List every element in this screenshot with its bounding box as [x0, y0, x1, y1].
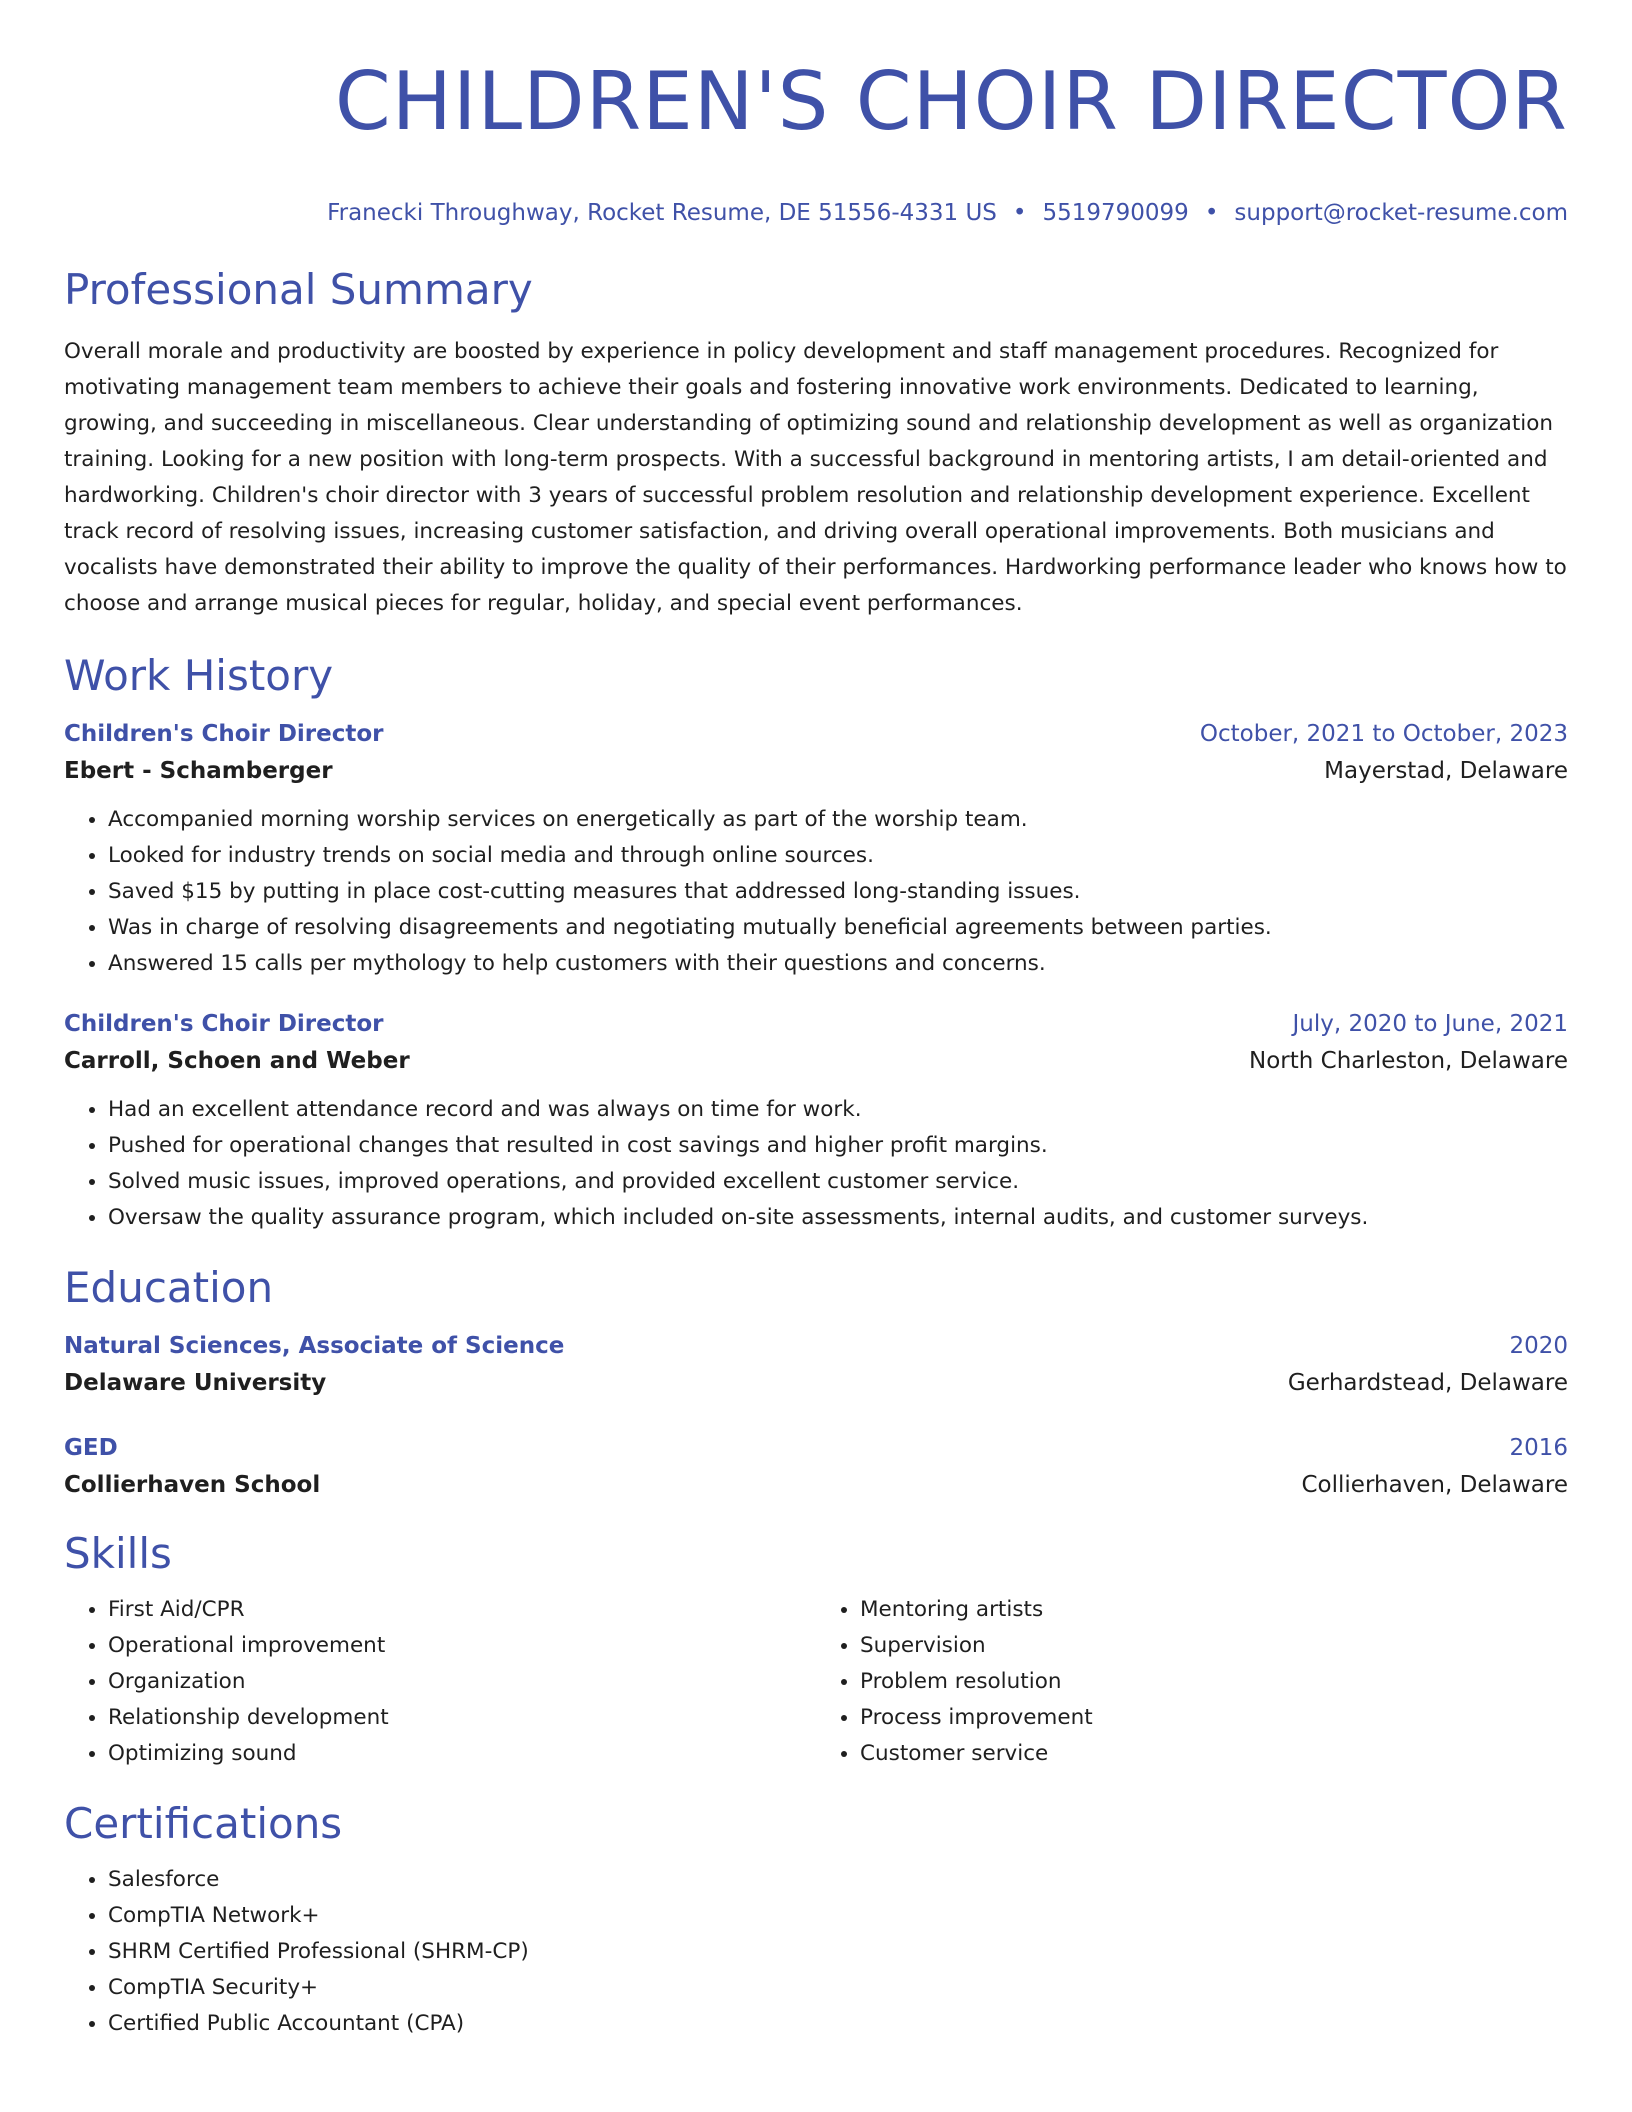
skills-section: [64, 1528, 1568, 1772]
skills-grid: [64, 1592, 1568, 1772]
certifications-list: [64, 1862, 1568, 2042]
list-item: • Optimizing sound: [108, 1736, 816, 1772]
section-title-education: Education: [64, 1263, 274, 1312]
job-location: North Charleston, Delaware: [1249, 1048, 1568, 1074]
list-item: • SHRM Certified Professional (SHRM-CP): [108, 1934, 1568, 1970]
section-title-work-history: Work History: [64, 651, 334, 700]
job-dates: October, 2021 to October, 2023: [1199, 721, 1568, 747]
school-location: Gerhardstead, Delaware: [1287, 1370, 1568, 1396]
skills-list-left: [64, 1592, 816, 1772]
summary-section: [64, 264, 1568, 622]
phone: 5519790099: [1042, 200, 1189, 226]
job-bullets: [64, 1092, 1568, 1236]
list-item: • Looked for industry trends on social media and through online sources.: [108, 838, 1568, 874]
degree: Natural Sciences, Associate of Science: [64, 1333, 565, 1359]
separator-dot: •: [1012, 200, 1027, 226]
list-item: • Organization: [108, 1664, 816, 1700]
list-item: • Customer service: [860, 1736, 1568, 1772]
list-item: • CompTIA Security+: [108, 1970, 1568, 2006]
school-name: Collierhaven School: [64, 1472, 321, 1498]
list-item: • Was in charge of resolving disagreements and negotiating mutually beneficial agreements between parties.: [108, 910, 1568, 946]
job-entry: [64, 718, 1568, 982]
job-location: Mayerstad, Delaware: [1324, 758, 1568, 784]
candidate-title: CHILDREN'S CHOIR DIRECTOR: [334, 55, 1568, 148]
list-item: • Answered 15 calls per mythology to help customers with their questions and concerns.: [108, 946, 1568, 982]
job-dates: July, 2020 to June, 2021: [1292, 1011, 1568, 1037]
separator-dot: •: [1204, 200, 1219, 226]
section-title-certifications: Certifications: [64, 1799, 343, 1848]
list-item: • Solved music issues, improved operations, and provided excellent customer service.: [108, 1164, 1568, 1200]
school-location: Collierhaven, Delaware: [1301, 1472, 1568, 1498]
list-item: • Operational improvement: [108, 1628, 816, 1664]
company-name: Carroll, Schoen and Weber: [64, 1048, 410, 1074]
job-bullets: [64, 802, 1568, 982]
certifications-section: [64, 1798, 1568, 2042]
degree: GED: [64, 1435, 118, 1461]
education-entry: [64, 1432, 1568, 1502]
list-item: • Accompanied morning worship services on energetically as part of the worship team.: [108, 802, 1568, 838]
list-item: • Mentoring artists: [860, 1592, 1568, 1628]
graduation-year: 2016: [1509, 1435, 1568, 1461]
section-title-skills: Skills: [64, 1529, 172, 1578]
list-item: • Pushed for operational changes that resulted in cost savings and higher profit margins.: [108, 1128, 1568, 1164]
skills-list-right: [816, 1592, 1568, 1772]
list-item: • Process improvement: [860, 1700, 1568, 1736]
email-link[interactable]: support@rocket-resume.com: [1234, 200, 1568, 226]
list-item: • Had an excellent attendance record and was always on time for work.: [108, 1092, 1568, 1128]
education-entry: [64, 1330, 1568, 1400]
graduation-year: 2020: [1509, 1333, 1568, 1359]
list-item: • Oversaw the quality assurance program, which included on-site assessments, internal audits, and customer surveys.: [108, 1200, 1568, 1236]
address: Franecki Throughway, Rocket Resume, DE 51556-4331 US: [327, 200, 997, 226]
company-name: Ebert - Schamberger: [64, 758, 333, 784]
list-item: • Saved $15 by putting in place cost-cutting measures that addressed long-standing issues.: [108, 874, 1568, 910]
list-item: • Relationship development: [108, 1700, 816, 1736]
school-name: Delaware University: [64, 1370, 327, 1396]
job-title: Children's Choir Director: [64, 721, 384, 747]
education-section: [64, 1262, 1568, 1502]
list-item: • Salesforce: [108, 1862, 1568, 1898]
list-item: • Certified Public Accountant (CPA): [108, 2006, 1568, 2042]
job-entry: [64, 1008, 1568, 1236]
list-item: • CompTIA Network+: [108, 1898, 1568, 1934]
contact-line: [64, 198, 1568, 228]
list-item: • Supervision: [860, 1628, 1568, 1664]
section-title-summary: Professional Summary: [64, 265, 533, 314]
summary-text: Overall morale and productivity are boosted by experience in policy development and staff management procedures. Recognized for motivating management team members to achieve their goals and fostering innovative work environments. Dedicated to learning, growing, and succeeding in miscellaneous. Clear understanding of optimizing sound and relationship development as well as organization training. Looking for a new position with long-term prospects. With a successful background in mentoring artists, I am detail-oriented and hardworking. Children's choir director with 3 years of successful problem resolution and relationship development experience. Excellent track record of resolving issues, increasing customer satisfaction, and driving overall operational improvements. Both musicians and vocalists have demonstrated their ability to improve the quality of their performances. Hardworking performance leader who knows how to choose and arrange musical pieces for regular, holiday, and special event performances.: [64, 339, 1567, 616]
list-item: • First Aid/CPR: [108, 1592, 816, 1628]
work-history-section: [64, 650, 1568, 1236]
job-title: Children's Choir Director: [64, 1011, 384, 1037]
list-item: • Problem resolution: [860, 1664, 1568, 1700]
